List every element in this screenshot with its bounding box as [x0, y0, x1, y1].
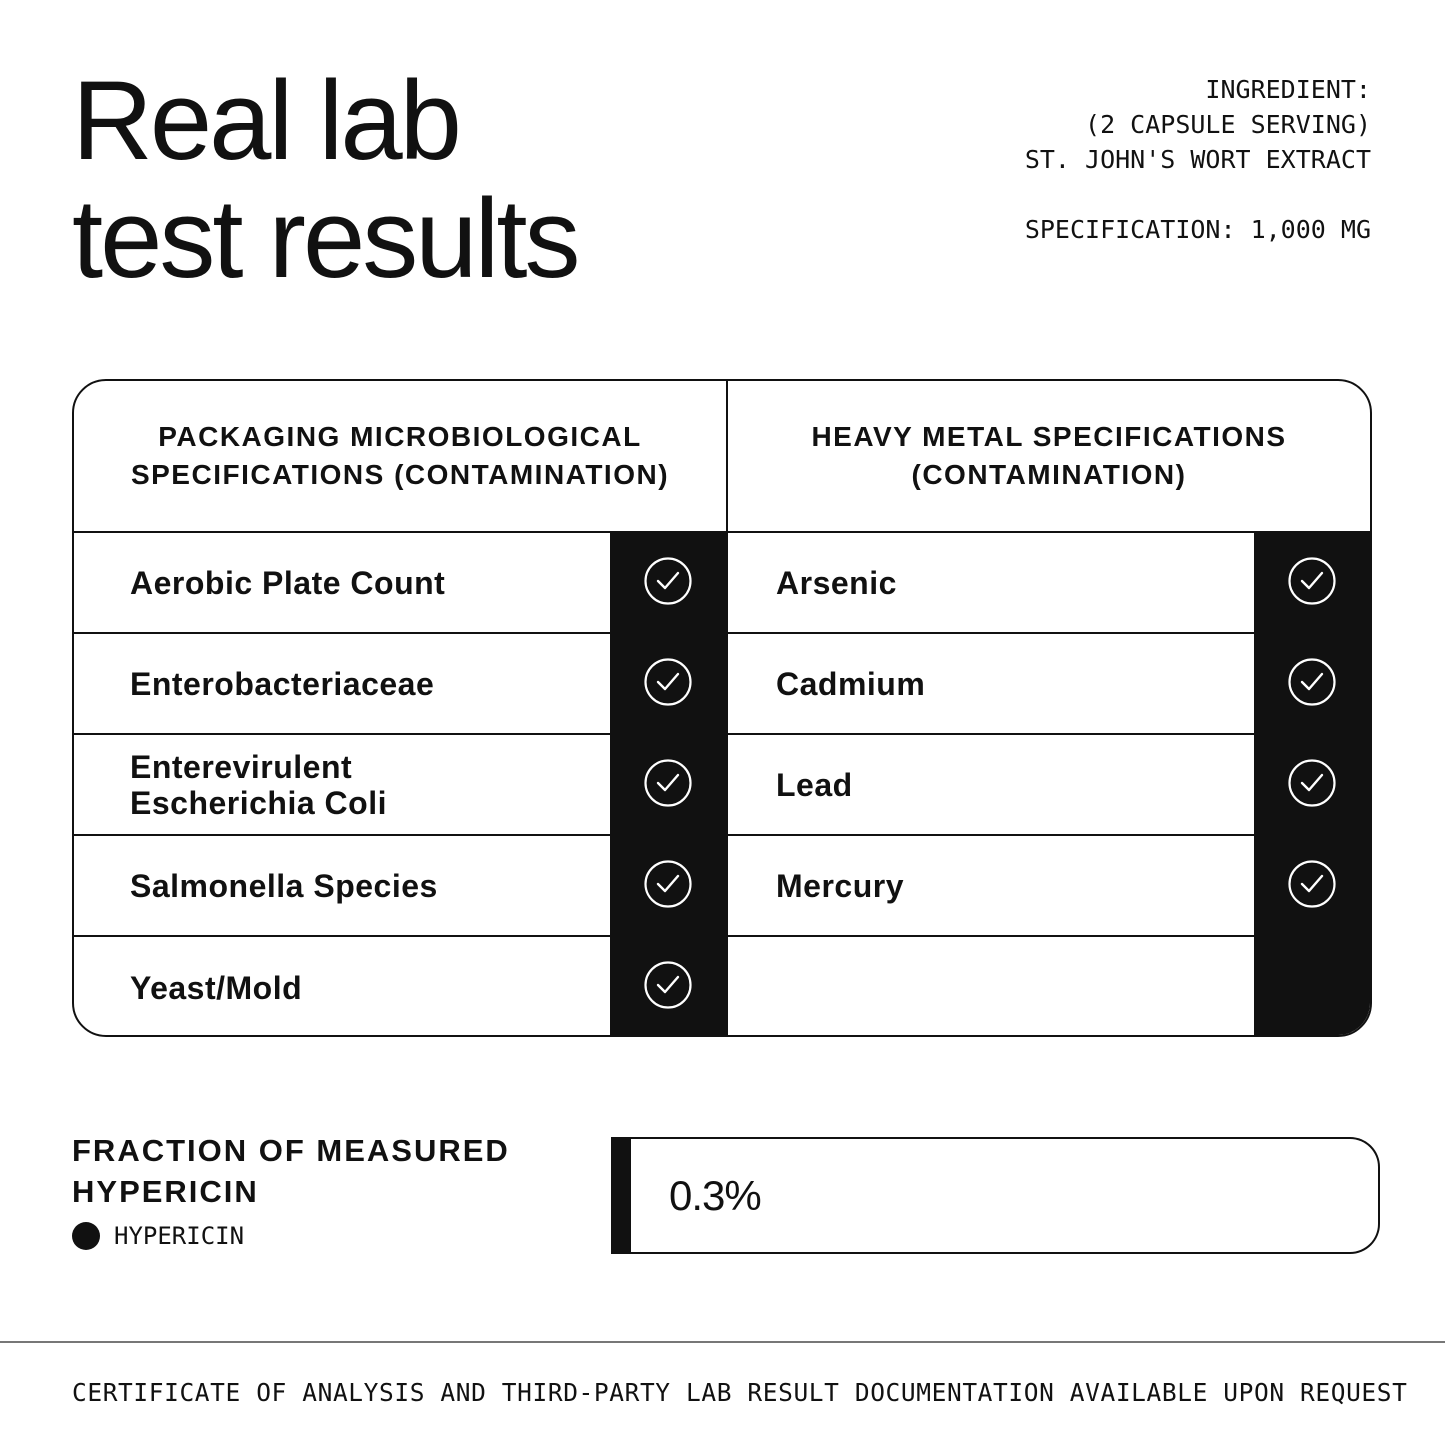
heavy-metal-status-cell: [1254, 836, 1370, 937]
title-line-1: Real lab: [72, 58, 459, 183]
footer-note: CERTIFICATE OF ANALYSIS AND THIRD-PARTY LAB RESULT DOCUMENTATION AVAILABLE UPON REQUEST: [72, 1378, 1408, 1407]
check-circle-icon: [643, 657, 693, 712]
microbiological-heading: PACKAGING MICROBIOLOGICAL SPECIFICATIONS (CONTAMINATION): [74, 381, 726, 533]
heavy-metal-column: [728, 381, 1370, 1035]
microbiological-row-label: Yeast/Mold: [130, 970, 303, 1006]
heavy-metal-row-label: Mercury: [776, 867, 904, 904]
microbiological-row-label: Salmonella Species: [130, 867, 438, 904]
heavy-metal-row-label: Lead: [776, 766, 853, 803]
check-circle-icon: [643, 556, 693, 611]
microbiological-row-label: Enterobacteriaceae: [130, 665, 435, 702]
microbiological-column: [74, 381, 728, 1035]
microbiological-status-column: [610, 533, 726, 1035]
microbiological-status-cell: [610, 937, 726, 1037]
microbiological-status-cell: [610, 634, 726, 735]
heavy-metal-heading: HEAVY METAL SPECIFICATIONS (CONTAMINATION): [728, 381, 1370, 533]
fraction-label: FRACTION OF MEASURED HYPERICIN: [72, 1133, 510, 1209]
check-circle-icon: [1287, 657, 1337, 712]
title-line-2: test results: [72, 176, 578, 301]
ingredient-name: ST. JOHN'S WORT EXTRACT: [1024, 145, 1371, 174]
check-circle-icon: [643, 960, 693, 1015]
microbiological-row-label: Aerobic Plate Count: [130, 564, 446, 601]
heavy-metal-row-label: Cadmium: [776, 665, 926, 702]
ingredient-label: INGREDIENT:: [1205, 75, 1371, 104]
heavy-metal-status-column: [1254, 533, 1370, 1035]
heavy-metal-status-cell: [1254, 735, 1370, 836]
legend-label: HYPERICIN: [114, 1222, 245, 1250]
serving-size: (2 CAPSULE SERVING): [1085, 110, 1371, 139]
hypericin-value: 0.3%: [669, 1171, 761, 1219]
microbiological-status-cell: [610, 735, 726, 836]
hypericin-bar-fill: [611, 1137, 631, 1254]
heavy-metal-status-cell: [1254, 634, 1370, 735]
page-title: [72, 58, 578, 301]
legend-dot-icon: [72, 1222, 100, 1250]
microbiological-status-cell: [610, 533, 726, 634]
check-circle-icon: [1287, 758, 1337, 813]
results-table: [72, 379, 1372, 1037]
footer-divider: [0, 1341, 1445, 1343]
microbiological-row-label: Enterevirulent Escherichia Coli: [130, 748, 387, 821]
check-circle-icon: [643, 758, 693, 813]
specification-amount: SPECIFICATION: 1,000 MG: [1024, 215, 1371, 244]
heavy-metal-row-label: Arsenic: [776, 564, 897, 601]
heavy-metal-status-cell: [1254, 533, 1370, 634]
check-circle-icon: [643, 859, 693, 914]
hypericin-bar: [611, 1137, 1380, 1254]
ingredient-spec: [1025, 72, 1371, 247]
heavy-metal-status-cell: [1254, 937, 1370, 1037]
legend: [72, 1222, 244, 1250]
check-circle-icon: [1287, 556, 1337, 611]
microbiological-status-cell: [610, 836, 726, 937]
check-circle-icon: [1287, 859, 1337, 914]
